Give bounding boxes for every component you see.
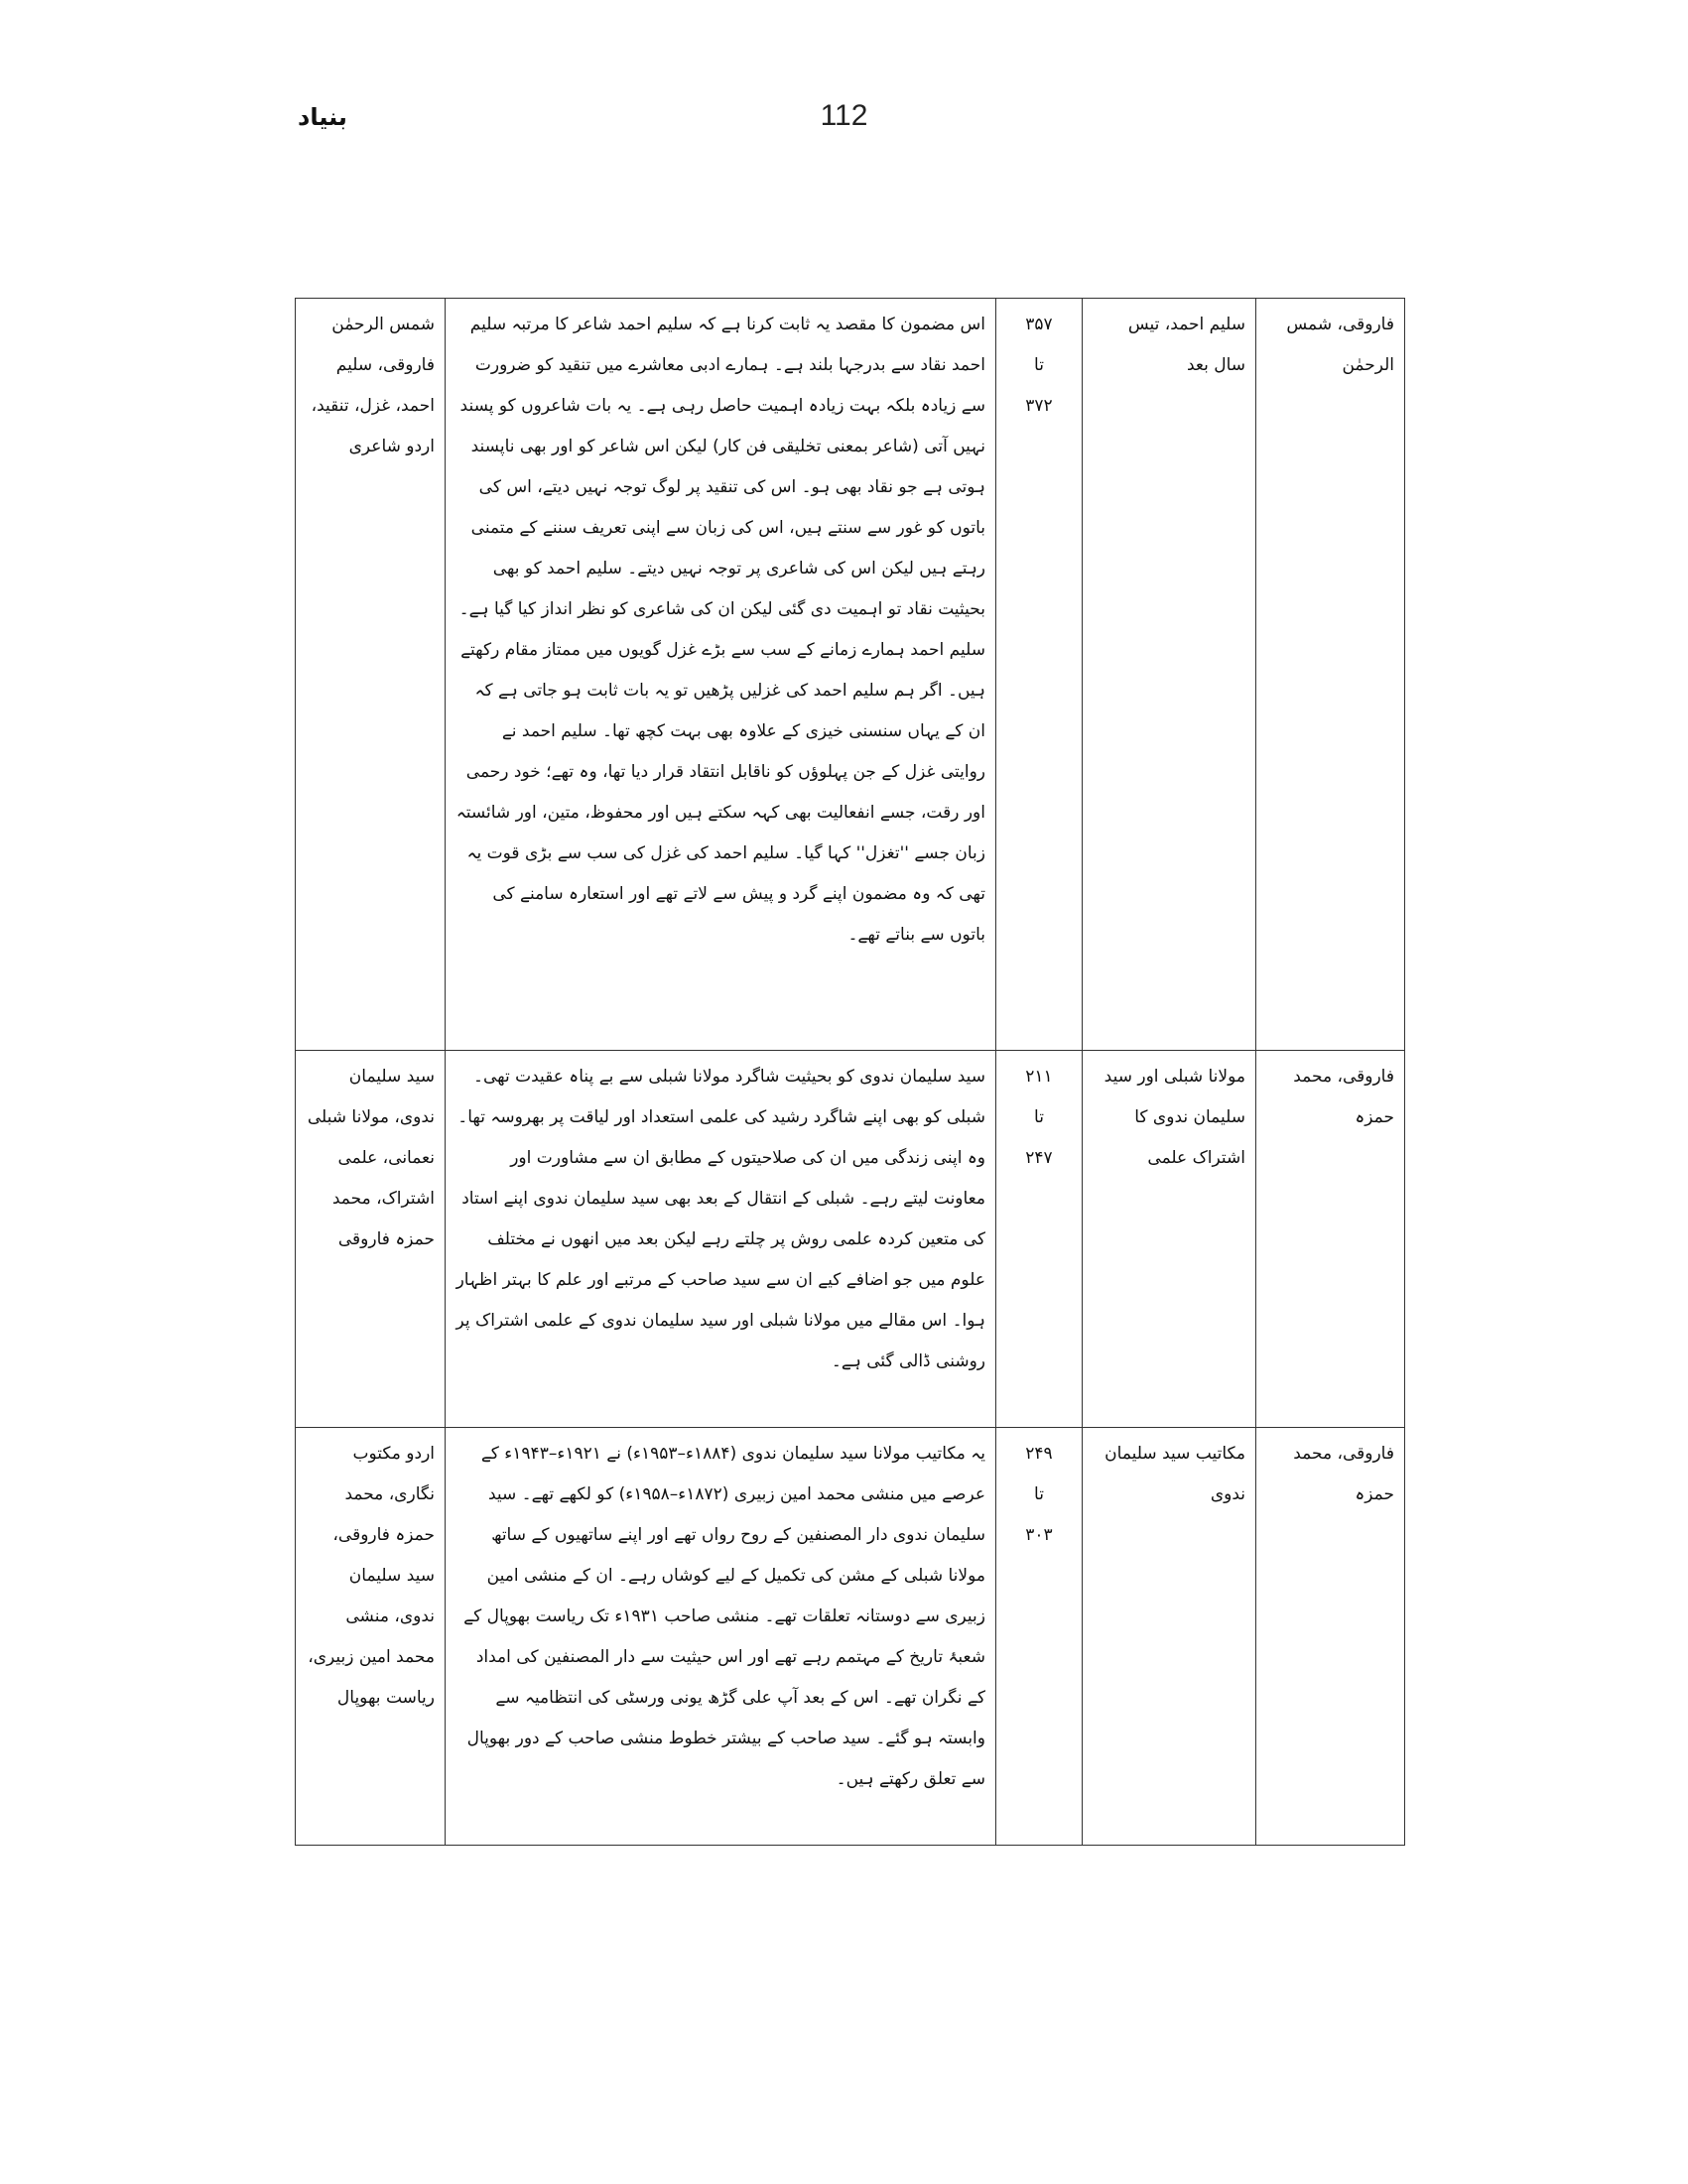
- keywords-cell: شمس الرحمٰن فاروقی، سلیم احمد، غزل، تنقید، اردو شاعری: [296, 299, 446, 1051]
- page-number: 112: [820, 99, 868, 132]
- table-row: [296, 1428, 1405, 1846]
- page-end: ۳۷۲: [1025, 396, 1053, 416]
- page-end: ۳۰۳: [1025, 1525, 1053, 1545]
- title-cell: مولانا شبلی اور سید سلیمان ندوی کا اشتراک علمی: [1083, 1051, 1256, 1428]
- pages-cell: [996, 299, 1083, 1051]
- abstract-cell: سید سلیمان ندوی کو بحیثیت شاگرد مولانا شبلی سے بے پناہ عقیدت تھی۔ شبلی کو بھی اپنے شاگرد رشید کی علمی استعداد اور لیاقت پر بھروسہ تھا۔ وہ اپنی زندگی میں ان کی صلاحیتوں کے مطابق ان سے مشاورت اور معاونت لیتے رہے۔ شبلی کے انتقال کے بعد بھی سید سلیمان ندوی اپنے استاد کی متعین کردہ علمی روش پر چلتے رہے لیکن بعد میں انھوں نے مختلف علوم میں جو اضافے کیے ان سے سید صاحب کے مرتبے اور علم کا بہتر اظہار ہوا۔ اس مقالے میں مولانا شبلی اور سید سلیمان ندوی کے علمی اشتراک پر روشنی ڈالی گئی ہے۔: [446, 1051, 996, 1428]
- journal-running-head: بنیاد: [298, 103, 347, 131]
- author-cell: فاروقی، شمس الرحمٰن: [1256, 299, 1405, 1051]
- page-separator: تا: [1034, 1107, 1044, 1127]
- pages-cell: [996, 1428, 1083, 1846]
- table-row: [296, 1051, 1405, 1428]
- title-cell: سلیم احمد، تیس سال بعد: [1083, 299, 1256, 1051]
- page-start: ۲۴۹: [1025, 1444, 1053, 1464]
- page-separator: تا: [1034, 1484, 1044, 1504]
- author-cell: فاروقی، محمد حمزہ: [1256, 1051, 1405, 1428]
- keywords-cell: اردو مکتوب نگاری، محمد حمزہ فاروقی، سید سلیمان ندوی، منشی محمد امین زبیری، ریاست بھوپال: [296, 1428, 446, 1846]
- title-cell: مکاتیب سید سلیمان ندوی: [1083, 1428, 1256, 1846]
- page-separator: تا: [1034, 355, 1044, 375]
- bibliography-table: [295, 298, 1405, 1846]
- table-row: [296, 299, 1405, 1051]
- page-end: ۲۴۷: [1025, 1148, 1053, 1168]
- keywords-cell: سید سلیمان ندوی، مولانا شبلی نعمانی، علمی اشتراک، محمد حمزہ فاروقی: [296, 1051, 446, 1428]
- pages-cell: [996, 1051, 1083, 1428]
- abstract-cell: اس مضمون کا مقصد یہ ثابت کرنا ہے کہ سلیم احمد شاعر کا مرتبہ سلیم احمد نقاد سے بدرجہا بلند ہے۔ ہمارے ادبی معاشرے میں تنقید کو ضرورت سے زیادہ بلکہ بہت زیادہ اہمیت حاصل رہی ہے۔ یہ بات شاعروں کو پسند نہیں آتی (شاعر بمعنی تخلیقی فن کار) لیکن اس شاعر کو اور بھی ناپسند ہوتی ہے جو نقاد بھی ہو۔ اس کی تنقید پر لوگ توجہ نہیں دیتے، اس کی باتوں کو غور سے سنتے ہیں، اس کی زبان سے اپنی تعریف سننے کے متمنی رہتے ہیں لیکن اس کی شاعری پر توجہ نہیں دیتے۔ سلیم احمد کو بھی بحیثیت نقاد تو اہمیت دی گئی لیکن ان کی شاعری کو نظر انداز کیا گیا ہے۔ سلیم احمد ہمارے زمانے کے سب سے بڑے غزل گویوں میں ممتاز مقام رکھتے ہیں۔ اگر ہم سلیم احمد کی غزلیں پڑھیں تو یہ بات ثابت ہو جاتی ہے کہ ان کے یہاں سنسنی خیزی کے علاوہ بھی بہت کچھ تھا۔ سلیم احمد نے روایتی غزل کے جن پہلوؤں کو ناقابل انتقاد قرار دیا تھا، وہ تھے؛ خود رحمی اور رقت، جسے انفعالیت بھی کہہ سکتے ہیں اور محفوظ، متین، اور شائستہ زبان جسے ''تغزل'' کہا گیا۔ سلیم احمد کی غزل کی سب سے بڑی قوت یہ تھی کہ وہ مضمون اپنے گرد و پیش سے لاتے تھے اور استعارہ سامنے کی باتوں سے بناتے تھے۔: [446, 299, 996, 1051]
- page-start: ۳۵۷: [1025, 315, 1053, 334]
- abstract-cell: یہ مکاتیب مولانا سید سلیمان ندوی (۱۸۸۴ء–۱۹۵۳ء) نے ۱۹۲۱ء–۱۹۴۳ء کے عرصے میں منشی محمد امین زبیری (۱۸۷۲ء–۱۹۵۸ء) کو لکھے تھے۔ سید سلیمان ندوی دار المصنفین کے روح رواں تھے اور اپنے ساتھیوں کے ساتھ مولانا شبلی کے مشن کی تکمیل کے لیے کوشاں رہے۔ ان کے منشی امین زبیری سے دوستانہ تعلقات تھے۔ منشی صاحب ۱۹۳۱ء تک ریاست بھوپال کے شعبۂ تاریخ کے مہتمم رہے تھے اور اس حیثیت سے دار المصنفین کی امداد کے نگران تھے۔ اس کے بعد آپ علی گڑھ یونی ورسٹی کی انتظامیہ سے وابستہ ہو گئے۔ سید صاحب کے بیشتر خطوط منشی صاحب کے دور بھوپال سے تعلق رکھتے ہیں۔: [446, 1428, 996, 1846]
- page-start: ۲۱۱: [1025, 1067, 1053, 1087]
- author-cell: فاروقی، محمد حمزہ: [1256, 1428, 1405, 1846]
